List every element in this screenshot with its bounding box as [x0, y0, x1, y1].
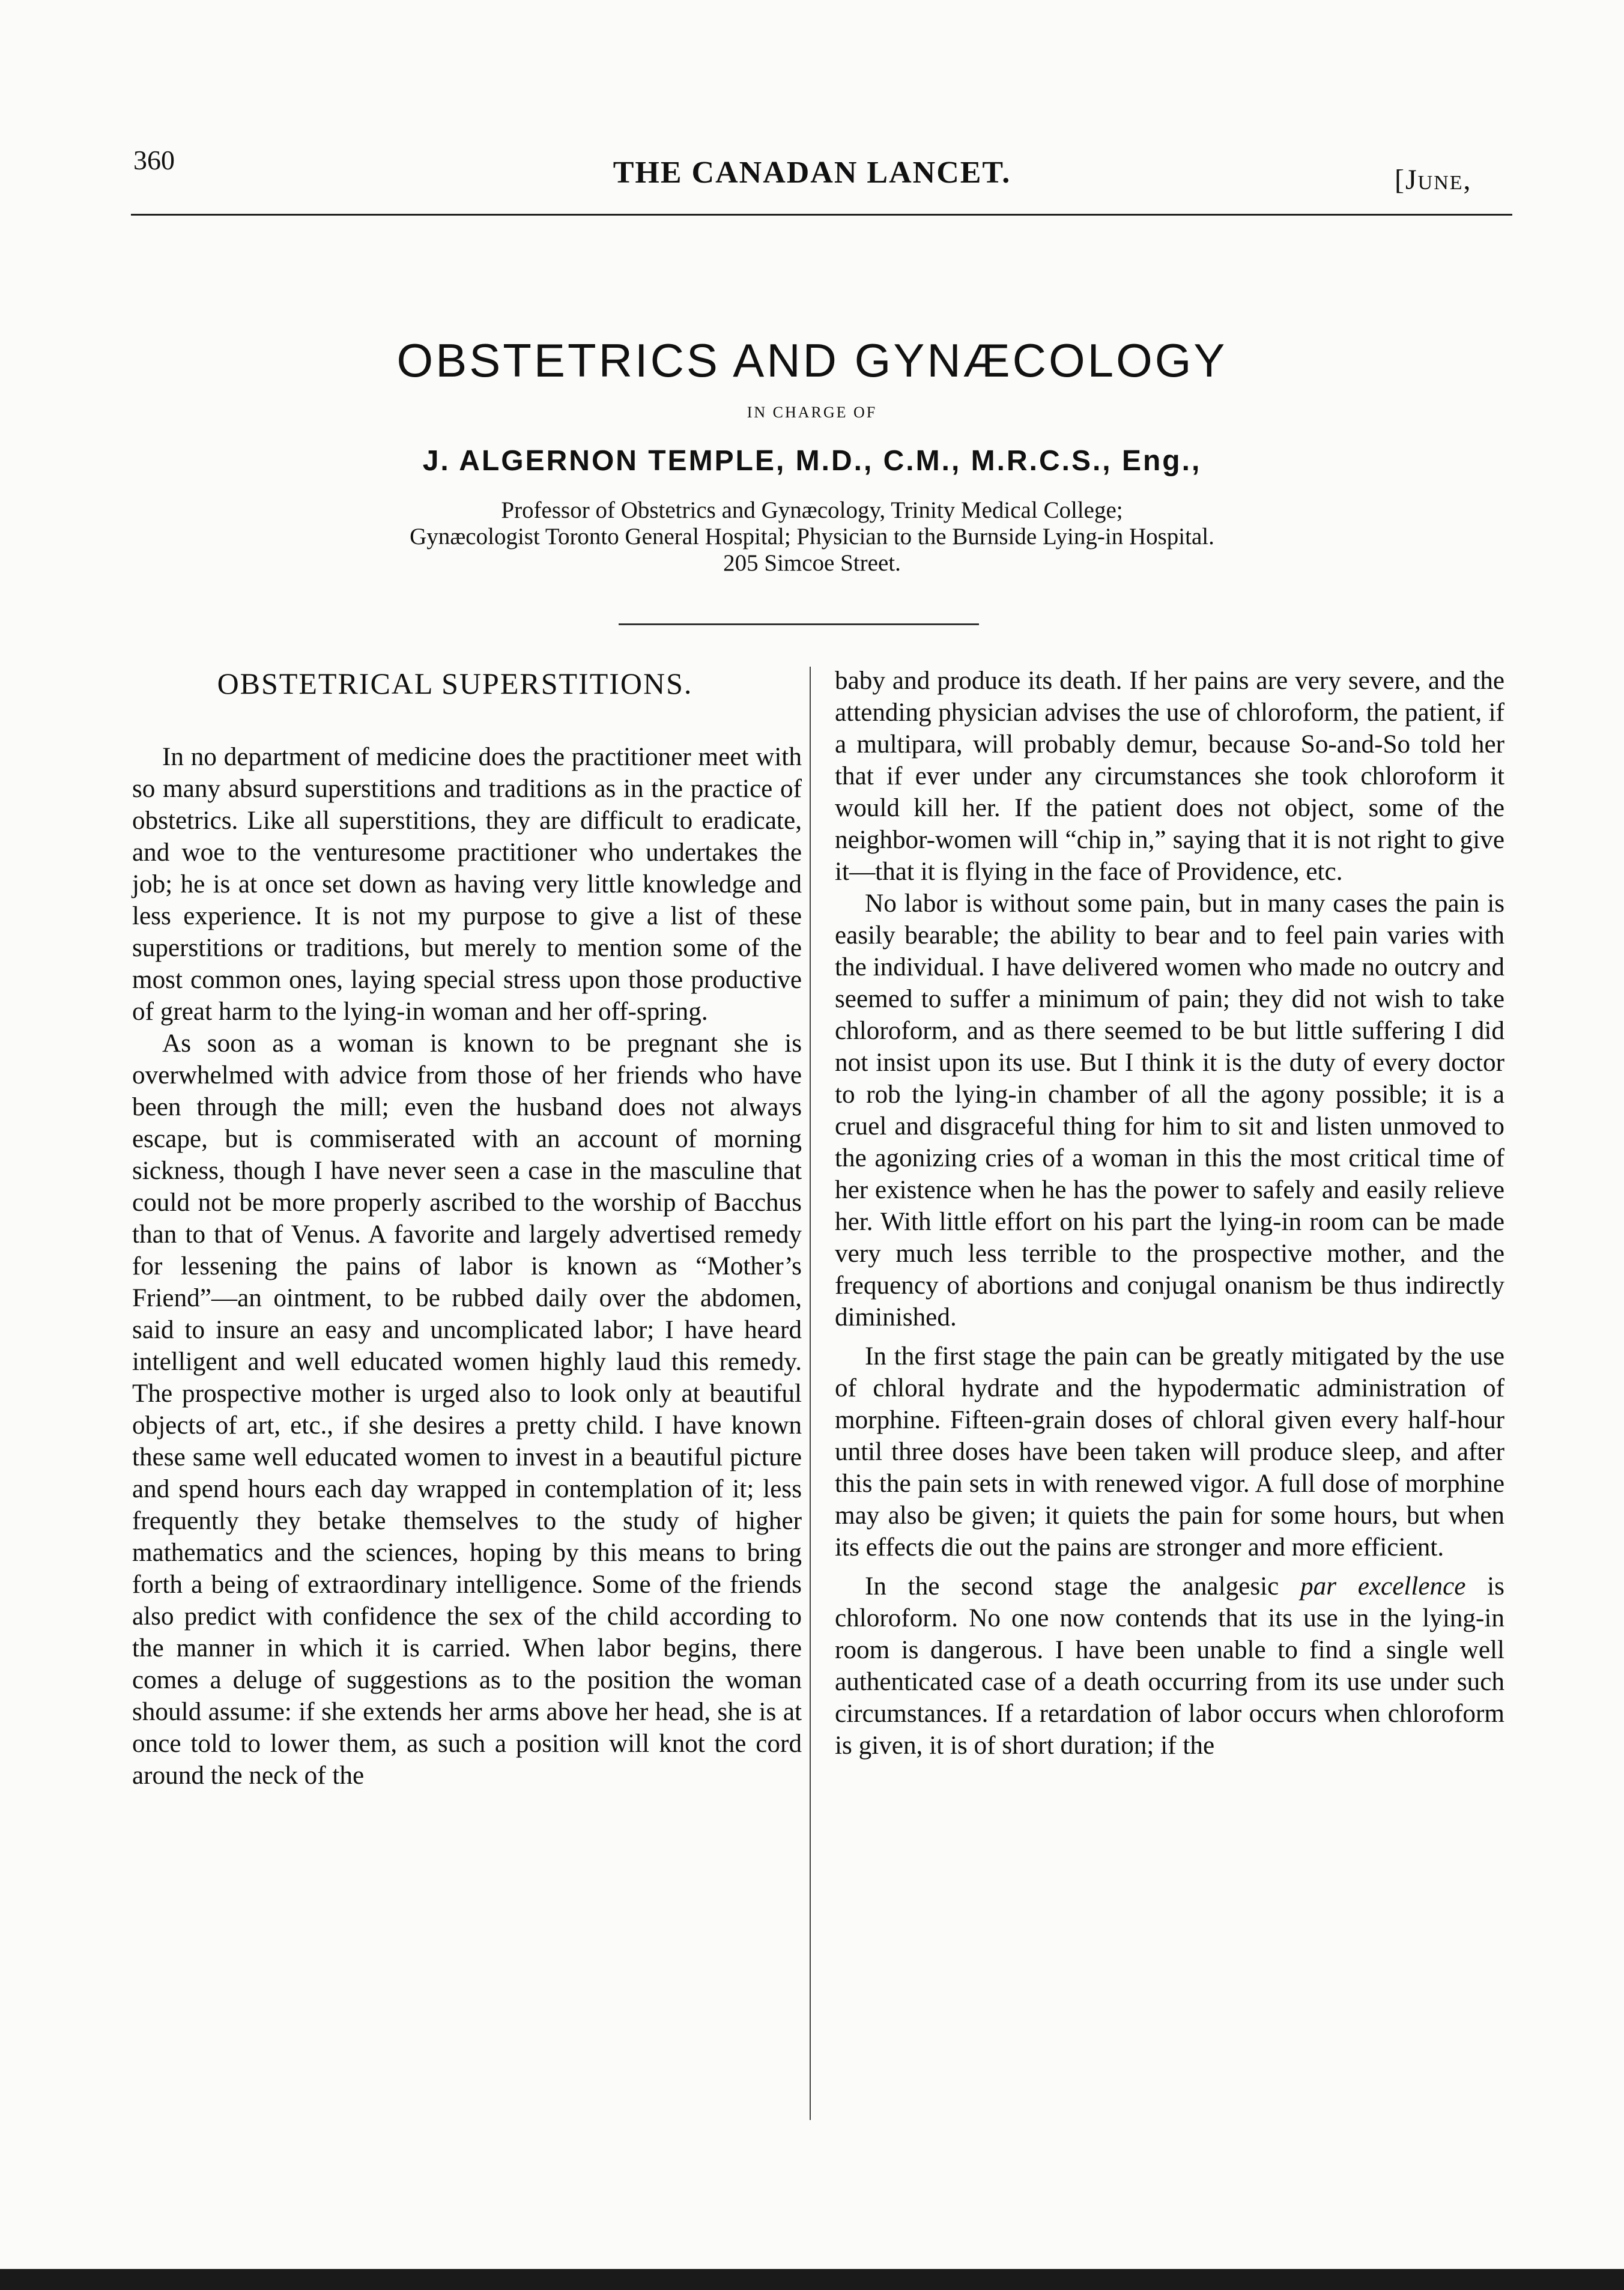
- page-number: 360: [133, 145, 175, 175]
- page-bottom-edge: [0, 2269, 1624, 2290]
- body-paragraph: [835, 1571, 1504, 1761]
- body-paragraph: No labor is without some pain, but in many cases the pain is easily bearable; the ability to bear and to feel pain varies with the individual. I have delivered women who made no outcry and seemed to suffer a minimum of pain; they did not wish to take chloroform, and as there seemed to be but little suffering I did not insist upon its use. But I think it is the duty of every doctor to rob the lying-in chamber of all the agony possible; it is a cruel and disgraceful thing for him to sit and listen unmoved to the agonizing cries of a woman in this the most critical time of her existence when he has the power to safely and easily relieve her. With little effort on his part the lying-in room can be made very much less terrible to the prospective mother, and the frequency of abortions and conjugal onanism be thus indirectly diminished.: [835, 889, 1504, 1331]
- body-paragraph: In the first stage the pain can be greatly mitigated by the use of chloral hydrate and the hypodermatic administration of morphine. Fifteen-grain doses of chloral given every half-hour until three doses have been taken will produce sleep, and after this the pain sets in with renewed vigor. A full dose of morphine may also be given; it quiets the pain for some hours, but when its effects die out the pains are stronger and more efficient.: [835, 1342, 1504, 1562]
- body-paragraph: As soon as a woman is known to be pregnant she is overwhelmed with advice from those of her friends who have been through the mill; even the husband does not always escape, but is commiserated with an account of morning sickness, though I have never seen a case in the masculine that could not be more properly ascribed to the worship of Bacchus than to that of Venus. A favorite and largely advertised remedy for lessening the pains of labor is known as “Mother’s Friend”—an ointment, to be rubbed daily over the abdomen, said to insure an easy and uncomplicated labor; I have heard intelligent and well educated women highly laud this remedy. The prospective mother is urged also to look only at beautiful objects of art, etc., if she desires a pretty child. I have known these same well educated women to invest in a beautiful picture and spend hours each day wrapped in contemplation of it; less frequently they betake themselves to the study of higher mathematics and the sciences, hoping by this means to bring forth a being of extraordinary intelligence. Some of the friends also predict with confidence the sex of the child according to the manner in which it is carried. When labor begins, there comes a deluge of suggestions as to the position the woman should assume: if she extends her arms above her head, she is at once told to lower them, as such a position will knot the cord around the neck of the: [132, 1029, 802, 1790]
- running-title: THE CANADAN LANCET.: [613, 156, 1011, 190]
- credential-line: Professor of Obstetrics and Gynæcology, Trinity Medical College;: [501, 497, 1123, 523]
- editor-name: J. ALGERNON TEMPLE, M.D., C.M., M.R.C.S., Eng.,: [422, 445, 1202, 477]
- paragraph-text: is chloroform. No one now contends that its use in the lying-in room is dangerous. I have been unable to find a single well authenticated case of a death occurring from its use under such circumstances. If a retardation of labor occurs when chloroform is given, it is of short duration; if the: [835, 1572, 1504, 1760]
- credential-line: Gynæcologist Toronto General Hospital; Physician to the Burnside Lying-in Hospital.: [410, 524, 1214, 550]
- editor-credentials: [0, 497, 1624, 577]
- italic-phrase: par excellence: [1300, 1572, 1466, 1601]
- header-rule: [131, 214, 1512, 216]
- paragraph-text: In the second stage the analgesic: [865, 1572, 1301, 1601]
- right-column: [835, 665, 1504, 1761]
- issue-month: [June,: [1395, 164, 1472, 196]
- body-paragraph: baby and produce its death. If her pains are very severe, and the attending physician advises the use of chloroform, the patient, if a multipara, will probably demur, because So-and-So told her that if ever under any circumstances she took chloroform it would kill her. If the patient does not object, some of the neighbor-women will “chip in,” saying that it is not right to give it—that it is flying in the face of Providence, etc.: [835, 667, 1504, 886]
- article-title: OBSTETRICAL SUPERSTITIONS.: [217, 667, 693, 700]
- column-rule: [810, 667, 811, 2120]
- body-paragraph: In no department of medicine does the practitioner meet with so many absurd superstitions and traditions as in the practice of obstetrics. Like all superstitions, they are difficult to eradicate, and woe to the venturesome practitioner who undertakes the job; he is at once set down as having very little knowledge and less experience. It is not my purpose to give a list of these superstitions or traditions, but merely to mention some of the most common ones, laying special stress upon those productive of great harm to the lying-in woman and her off-spring.: [132, 743, 802, 1026]
- section-divider: [619, 623, 979, 625]
- section-title: OBSTETRICS AND GYNÆCOLOGY: [396, 334, 1228, 387]
- in-charge-label: IN CHARGE OF: [747, 404, 877, 421]
- credential-line: 205 Simcoe Street.: [723, 550, 901, 576]
- left-column: [132, 661, 802, 1792]
